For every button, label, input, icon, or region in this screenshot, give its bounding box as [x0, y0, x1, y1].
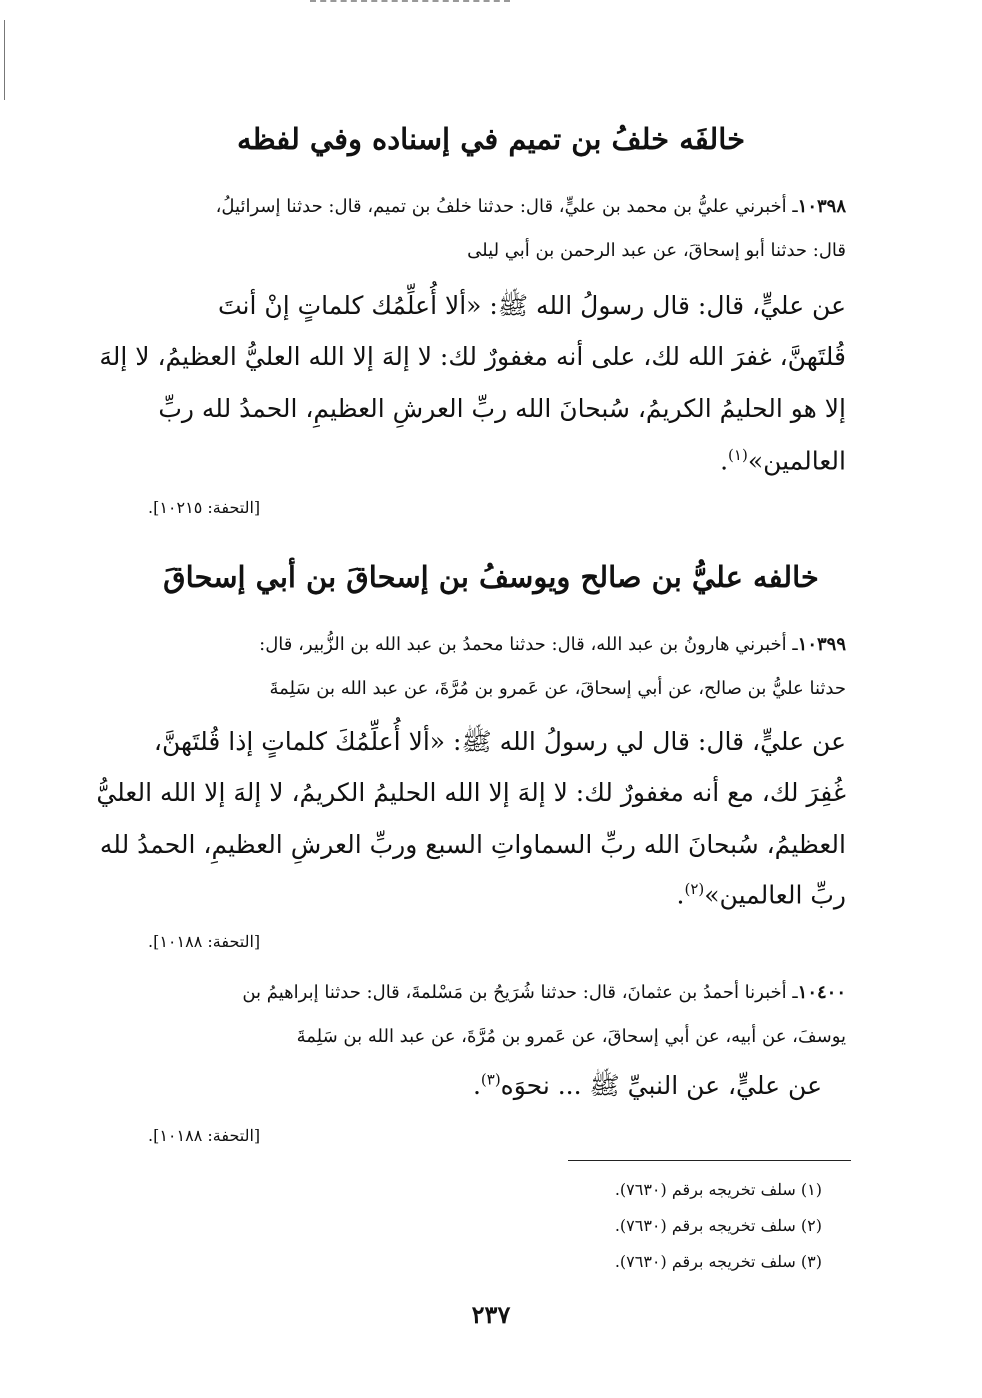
hadith-1399-matn-line-3: العظيمُ، سُبحانَ الله ربِّ السماواتِ السبع وربِّ العرشِ العظيمِ، الحمدُ لله [99, 830, 846, 859]
footnote-ref-2: (٢) [684, 880, 705, 898]
hadith-1398-number: ١٠٣٩٨ [797, 196, 846, 217]
hadith-1399-tuhfa-ref: [التحفة: ١٠١٨٨]. [148, 932, 261, 951]
hadith-1398-matn-line-1: عن عليٍّ، قال: قال رسولُ الله ﷺ: «ألا أُعلِّمُك كلماتٍ إنْ أنتَ [217, 291, 846, 320]
hadith-1399-isnad-line-2: حدثنا عليُّ بن صالح، عن أبي إسحاقَ، عن عَمرو بن مُرَّةَ، عن عبد الله بن سَلِمةَ [269, 678, 846, 699]
hadith-1398-tuhfa-ref: [التحفة: ١٠٢١٥]. [148, 498, 261, 517]
footnote-separator [568, 1160, 851, 1161]
footnote-ref-1: (١) [728, 446, 748, 464]
hadith-1399-matn-line-1: عن عليٍّ، قال: قال لي رسولُ الله ﷺ: «ألا أُعلِّمُكَ كلماتٍ إذا قُلتَهنَّ، [153, 727, 846, 756]
hadith-1399-matn-line-4: ربِّ العالمين»$^{(٢)}$. [676, 880, 846, 910]
section-heading-1: خالفَه خلفُ بن تميم في إسناده وفي لفظه [236, 122, 746, 156]
hadith-1398-matn-line-2: قُلتَهنَّ، غفرَ الله لك، على أنه مغفورٌ لك: لا إلهَ إلا الله العليُّ العظيمُ، لا إلهَ [99, 342, 846, 371]
hadith-1400-isnad-line-2: يوسفَ، عن أبيه، عن أبي إسحاقَ، عن عَمرو بن مُرَّةَ، عن عبد الله بن سَلِمةَ [296, 1026, 846, 1047]
footnote-ref-3: (٣) [480, 1070, 501, 1089]
hadith-1400-isnad-line-1 [242, 982, 846, 1003]
footnote-2: (٢) سلف تخريجه برقم (٧٦٣٠). [614, 1216, 822, 1235]
hadith-1398-matn-text-4: العالمين» [747, 446, 846, 476]
section-heading-2: خالفه عليُّ بن صالح ويوسفُ بن إسحاقَ بن أبي إسحاقَ [163, 560, 819, 594]
top-scan-marks [310, 0, 510, 6]
hadith-1399-isnad-line-1 [259, 634, 846, 655]
hadith-1398-isnad-line-2: قال: حدثنا أبو إسحاقَ، عن عبد الرحمن بن أبي ليلى [467, 240, 846, 261]
hadith-1400-number: ١٠٤٠٠ [797, 982, 846, 1003]
hadith-1400-matn-line-1: عن عليٍّ، عن النبيِّ ﷺ ... نحوَه$^{(٣)}$. [472, 1070, 822, 1100]
hadith-1398-isnad-text-1: ـ أخبرني عليُّ بن محمد بن عليٍّ، قال: حدثنا خلفُ بن تميم، قال: حدثنا إسرائيلُ، [215, 196, 798, 217]
hadith-1399-isnad-text-1: ـ أخبرني هارونُ بن عبد الله، قال: حدثنا محمدُ بن عبد الله بن الزُّبير، قال: [259, 634, 798, 655]
footnote-3: (٣) سلف تخريجه برقم (٧٦٣٠). [614, 1252, 822, 1271]
hadith-1399-matn-line-2: غُفِرَ لك، مع أنه مغفورٌ لك: لا إلهَ إلا الله الحليمُ الكريمُ، لا إلهَ إلا الله العليُّ [96, 778, 846, 807]
hadith-1399-number: ١٠٣٩٩ [797, 634, 846, 655]
hadith-1399-matn-text-4: ربِّ العالمين» [704, 880, 846, 910]
page-number: ٢٣٧ [471, 1300, 511, 1329]
hadith-1398-isnad-line-1 [216, 196, 846, 217]
hadith-1398-matn-line-4: العالمين»$^{(١)}$. [720, 446, 846, 476]
footnote-1: (١) سلف تخريجه برقم (٧٦٣٠). [614, 1180, 822, 1199]
page-edge-line [4, 20, 5, 100]
hadith-1400-isnad-text-1: ـ أخبرنا أحمدُ بن عثمانَ، قال: حدثنا شُرَيحُ بن مَسْلمةَ، قال: حدثنا إبراهيمُ بن [242, 982, 798, 1003]
hadith-1398-matn-line-3: إلا هو الحليمُ الكريمُ، سُبحانَ الله ربِّ العرشِ العظيمِ، الحمدُ لله ربِّ [158, 394, 846, 423]
hadith-1400-matn-text-1: عن عليٍّ، عن النبيِّ ﷺ ... نحوَه [500, 1071, 822, 1100]
hadith-1400-tuhfa-ref: [التحفة: ١٠١٨٨]. [148, 1126, 261, 1145]
